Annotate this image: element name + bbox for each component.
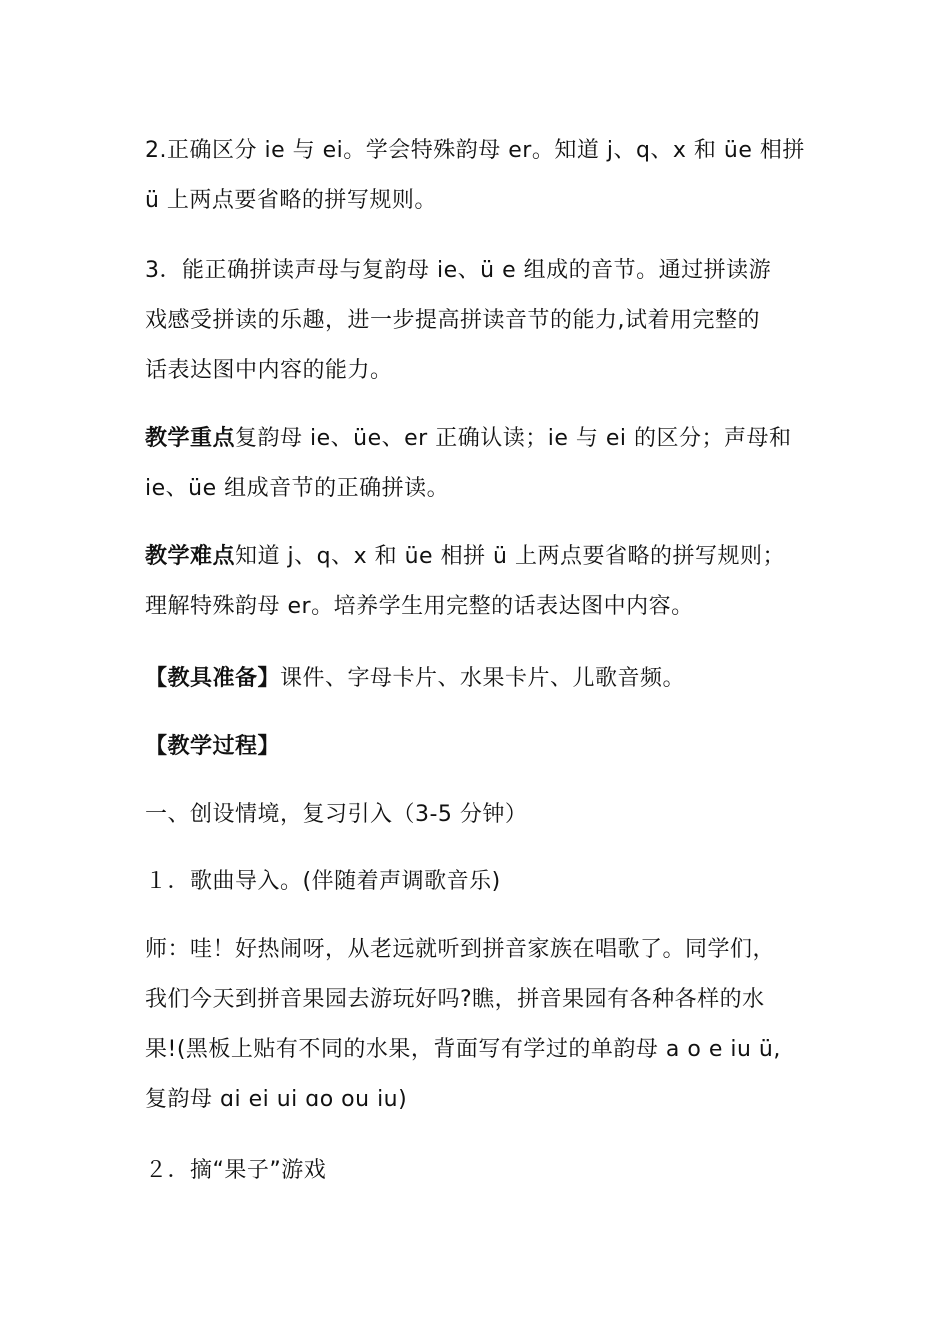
step-1-heading [145, 857, 810, 907]
teaching-aids-text: 课件、字母卡片、水果卡片、儿歌音频。 [280, 666, 686, 691]
step-2-heading [145, 1146, 810, 1196]
step-1-text: １．歌曲导入。(伴随着声调歌音乐) [145, 869, 501, 894]
teaching-difficulty-text: 知道 j、q、x 和 üe 相拼 ü 上两点要省略的拼写规则； [235, 544, 785, 569]
teaching-focus-label: 教学重点 [145, 426, 236, 451]
teaching-aids-paragraph [145, 654, 810, 704]
objective-3-paragraph [145, 246, 810, 396]
objective-3-line-1: 3．能正确拼读声母与复韵母 ie、ü e 组成的音节。通过拼读游 [145, 258, 772, 283]
teaching-aids-line [145, 654, 810, 704]
objective-2-line-2: ü 上两点要省略的拼写规则。 [145, 188, 437, 213]
teaching-focus-line-2: ie、üe 组成音节的正确拼读。 [145, 476, 450, 501]
teacher-dialogue-line-2: 我们今天到拼音果园去游玩好吗?瞧，拼音果园有各种各样的水 [145, 987, 765, 1012]
teacher-dialogue-line-1: 师：哇！好热闹呀，从老远就听到拼音家族在唱歌了。同学们， [145, 937, 776, 962]
objective-3-line-2: 戏感受拼读的乐趣，进一步提高拼读音节的能力,试着用完整的 [145, 308, 760, 333]
teaching-focus-line-1 [145, 414, 810, 464]
teaching-focus-paragraph [145, 414, 810, 514]
teacher-dialogue-line-3: 果!(黑板上贴有不同的水果，背面写有学过的单韵母 a o e iu ü, [145, 1037, 781, 1062]
teaching-process-heading [145, 722, 810, 772]
teaching-process-label: 【教学过程】 [145, 734, 281, 759]
objective-2-line-1: 2.正确区分 ie 与 ei。学会特殊韵母 er。知道 j、q、x 和 üe 相拼 [145, 138, 805, 163]
teaching-focus-text: 复韵母 ie、üe、er 正确认读；ie 与 ei 的区分；声母和 [235, 426, 792, 451]
step-2-text: ２．摘“果子”游戏 [145, 1158, 327, 1183]
objective-3-line-3: 话表达图中内容的能力。 [145, 358, 393, 383]
teacher-dialogue-paragraph [145, 925, 810, 1125]
objective-2-paragraph [145, 126, 810, 226]
teaching-difficulty-line-2: 理解特殊韵母 er。培养学生用完整的话表达图中内容。 [145, 594, 694, 619]
teaching-difficulty-paragraph [145, 532, 810, 632]
teaching-aids-label: 【教具准备】 [145, 666, 281, 691]
teacher-dialogue-line-4: 复韵母 ɑi ei ui ɑo ou iu) [145, 1087, 408, 1112]
teaching-difficulty-label: 教学难点 [145, 544, 236, 569]
section-1-text: 一、创设情境，复习引入（3-5 分钟） [145, 802, 528, 827]
teaching-difficulty-line-1 [145, 532, 810, 582]
section-1-heading [145, 790, 810, 840]
